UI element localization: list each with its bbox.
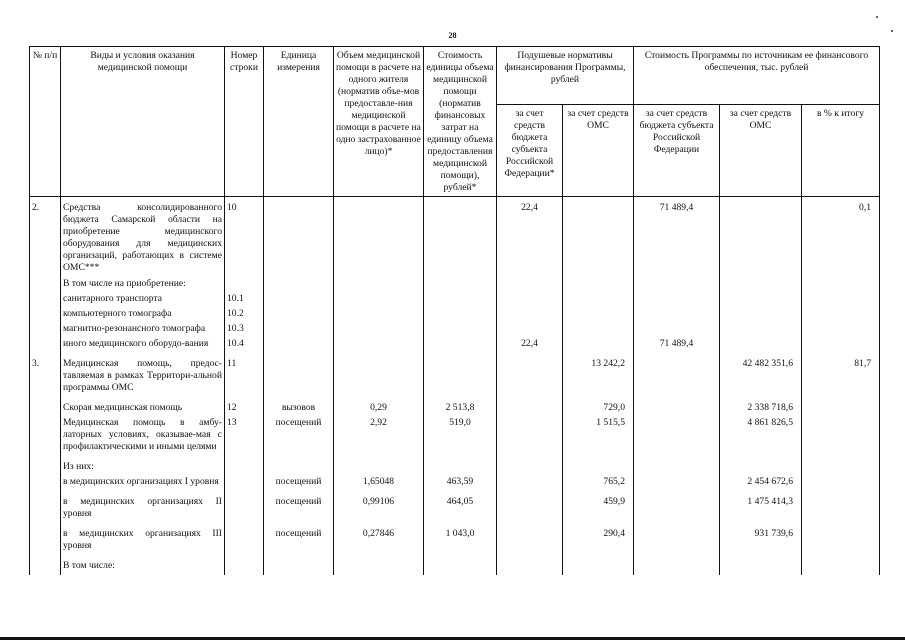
table-row	[30, 358, 880, 394]
scan-speck	[876, 16, 878, 18]
cell-desc: иного медицинского оборудо-вания	[61, 338, 225, 350]
cell-cost-budget: 71 489,4	[634, 338, 720, 350]
cell-cost-budget	[634, 461, 720, 473]
cell-num	[30, 278, 61, 290]
cell-cost-oms: 2 338 718,6	[720, 402, 802, 414]
header-unit: Единица измерения	[264, 47, 334, 197]
cell-cost	[424, 560, 497, 572]
cell-cost	[424, 461, 497, 473]
cell-cost	[424, 323, 497, 335]
cell-norm-budget	[497, 528, 563, 552]
header-type: Виды и условия оказания медицинской помощи	[61, 47, 225, 197]
table-row	[30, 323, 880, 335]
cell-norm-oms: 765,2	[563, 476, 634, 488]
cell-unit: посещений	[264, 417, 334, 453]
cell-desc: в медицинских организациях II уровня	[61, 496, 225, 520]
cell-desc: Медицинская помощь в амбу-латорных условиях, оказывае-мая с профилактическими и иными целями	[61, 417, 225, 453]
cell-desc: Из них:	[61, 461, 225, 473]
cell-num: 2.	[30, 202, 61, 274]
cell-norm-oms	[563, 323, 634, 335]
cell-norm-budget: 22,4	[497, 338, 563, 350]
cell-line: 13	[225, 417, 264, 453]
cell-norm-budget: 22,4	[497, 202, 563, 274]
cell-num	[30, 293, 61, 305]
table-row	[30, 338, 880, 350]
cell-num	[30, 461, 61, 473]
cell-volume: 2,92	[334, 417, 424, 453]
cell-cost-oms	[720, 461, 802, 473]
cell-line	[225, 560, 264, 572]
table-row	[30, 308, 880, 320]
cell-num	[30, 308, 61, 320]
cell-norm-oms	[563, 461, 634, 473]
cell-line	[225, 476, 264, 488]
cell-num: 3.	[30, 358, 61, 394]
table-row	[30, 278, 880, 290]
cell-norm-budget	[497, 476, 563, 488]
cell-num	[30, 496, 61, 520]
cell-volume	[334, 358, 424, 394]
cell-norm-oms: 1 515,5	[563, 417, 634, 453]
cell-pct	[802, 323, 880, 335]
cell-cost-budget	[634, 402, 720, 414]
cell-volume	[334, 560, 424, 572]
cell-unit: посещений	[264, 496, 334, 520]
cell-cost-budget	[634, 278, 720, 290]
cell-cost: 463,59	[424, 476, 497, 488]
cell-pct	[802, 278, 880, 290]
cell-norm-budget	[497, 323, 563, 335]
cell-norm-oms	[563, 560, 634, 572]
cell-cost-oms: 1 475 414,3	[720, 496, 802, 520]
cell-num	[30, 476, 61, 488]
header-norm-budget: за счет средств бюджета субъекта Российской Федерации*	[497, 105, 563, 197]
cell-cost-oms: 42 482 351,6	[720, 358, 802, 394]
cell-line	[225, 461, 264, 473]
cell-pct	[802, 528, 880, 552]
cell-volume	[334, 461, 424, 473]
cell-num	[30, 323, 61, 335]
cell-desc: в медицинских организациях III уровня	[61, 528, 225, 552]
cell-unit	[264, 278, 334, 290]
cell-line	[225, 528, 264, 552]
cell-line: 10	[225, 202, 264, 274]
cell-desc: Средства консолидированного бюджета Самарской области на приобретение медицинского оборудования для медицинских организаций, работающих в системе ОМС***	[61, 202, 225, 274]
cell-unit: вызовов	[264, 402, 334, 414]
cell-desc: в медицинских организациях I уровня	[61, 476, 225, 488]
cell-volume	[334, 338, 424, 350]
cell-cost-budget	[634, 560, 720, 572]
scan-speck	[891, 30, 893, 32]
cell-cost-budget	[634, 496, 720, 520]
cell-cost-oms	[720, 323, 802, 335]
cell-cost-oms	[720, 293, 802, 305]
cell-unit	[264, 338, 334, 350]
cell-unit	[264, 323, 334, 335]
cell-volume	[334, 202, 424, 274]
cell-norm-budget	[497, 293, 563, 305]
cell-cost-oms	[720, 560, 802, 572]
cell-unit: посещений	[264, 528, 334, 552]
cell-cost-budget: 71 489,4	[634, 202, 720, 274]
cell-norm-oms: 459,9	[563, 496, 634, 520]
table-row	[30, 402, 880, 414]
cell-cost-oms: 4 861 826,5	[720, 417, 802, 453]
cell-cost	[424, 278, 497, 290]
cell-cost	[424, 358, 497, 394]
cell-pct	[802, 308, 880, 320]
cell-num	[30, 528, 61, 552]
cell-line: 10.3	[225, 323, 264, 335]
header-volume: Объем медицинской помощи в расчете на одного жителя (норматив объе-мов предоставле-ния медицинской помощи в расчете на одно застрахованное лицо)*	[334, 47, 424, 197]
cell-num	[30, 560, 61, 572]
table-row	[30, 293, 880, 305]
cell-pct	[802, 496, 880, 520]
cell-norm-budget	[497, 358, 563, 394]
cell-norm-budget	[497, 461, 563, 473]
cell-desc: Скорая медицинская помощь	[61, 402, 225, 414]
table-row	[30, 461, 880, 473]
cell-cost-oms: 931 739,6	[720, 528, 802, 552]
header-cost-budget: за счет средств бюджета субъекта Российской Федерации	[634, 105, 720, 197]
header-norm-oms: за счет средств ОМС	[563, 105, 634, 197]
cell-volume	[334, 293, 424, 305]
cell-volume: 0,29	[334, 402, 424, 414]
cell-desc: В том числе:	[61, 560, 225, 572]
cell-line: 10.2	[225, 308, 264, 320]
header-cost-group: Стоимость Программы по источникам ее финансового обеспечения, тыс. рублей	[634, 47, 880, 105]
header-line: Номер строки	[225, 47, 264, 197]
cell-cost-oms	[720, 202, 802, 274]
cell-pct	[802, 461, 880, 473]
cell-cost-budget	[634, 528, 720, 552]
cell-norm-budget	[497, 278, 563, 290]
cell-cost-oms	[720, 338, 802, 350]
cell-cost-budget	[634, 417, 720, 453]
cell-cost-oms	[720, 308, 802, 320]
cell-cost-budget	[634, 308, 720, 320]
cell-volume	[334, 278, 424, 290]
cell-cost: 1 043,0	[424, 528, 497, 552]
program-cost-table	[29, 46, 880, 575]
table-row	[30, 496, 880, 520]
cell-volume	[334, 308, 424, 320]
cell-norm-oms	[563, 308, 634, 320]
cell-desc: компьютерного томографа	[61, 308, 225, 320]
cell-norm-budget	[497, 402, 563, 414]
cell-desc: Медицинская помощь, предос-тавляемая в рамках Территори-альной программы ОМС	[61, 358, 225, 394]
cell-cost: 2 513,8	[424, 402, 497, 414]
cell-cost-budget	[634, 293, 720, 305]
cell-norm-budget	[497, 308, 563, 320]
cell-line: 12	[225, 402, 264, 414]
cell-volume	[334, 323, 424, 335]
page-number: 28	[448, 31, 457, 40]
cell-pct: 0,1	[802, 202, 880, 274]
cell-cost	[424, 338, 497, 350]
cell-unit	[264, 293, 334, 305]
table-row	[30, 528, 880, 552]
cell-norm-oms	[563, 202, 634, 274]
header-cost: Стоимость единицы объема медицинской помощи (норматив финансовых затрат на единицу объема предоставления медицинской помощи), рублей*	[424, 47, 497, 197]
cell-volume: 1,65048	[334, 476, 424, 488]
cell-pct	[802, 402, 880, 414]
header-norm-group: Подушевые нормативы финансирования Программы, рублей	[497, 47, 634, 105]
cell-pct	[802, 293, 880, 305]
header-num: № п/п	[30, 47, 61, 197]
cell-desc: В том числе на приобретение:	[61, 278, 225, 290]
cell-line	[225, 496, 264, 520]
cell-cost: 519,0	[424, 417, 497, 453]
cell-cost-budget	[634, 476, 720, 488]
cell-norm-oms: 13 242,2	[563, 358, 634, 394]
cell-num	[30, 402, 61, 414]
cell-volume: 0,27846	[334, 528, 424, 552]
cell-unit	[264, 202, 334, 274]
cell-cost-oms: 2 454 672,6	[720, 476, 802, 488]
table-row	[30, 417, 880, 453]
cell-pct	[802, 560, 880, 572]
cell-line: 10.1	[225, 293, 264, 305]
cell-norm-budget	[497, 560, 563, 572]
cell-cost	[424, 308, 497, 320]
table-row	[30, 202, 880, 274]
cell-pct	[802, 476, 880, 488]
cell-norm-budget	[497, 496, 563, 520]
header-cost-oms: за счет средств ОМС	[720, 105, 802, 197]
cell-unit	[264, 308, 334, 320]
cell-cost: 464,05	[424, 496, 497, 520]
cell-norm-oms	[563, 338, 634, 350]
cell-cost-oms	[720, 278, 802, 290]
cell-volume: 0,99106	[334, 496, 424, 520]
cell-cost-budget	[634, 323, 720, 335]
cell-pct	[802, 338, 880, 350]
cell-norm-oms: 729,0	[563, 402, 634, 414]
cell-num	[30, 417, 61, 453]
cell-line: 11	[225, 358, 264, 394]
cell-pct	[802, 417, 880, 453]
cell-norm-budget	[497, 417, 563, 453]
cell-desc: санитарного транспорта	[61, 293, 225, 305]
cell-cost	[424, 202, 497, 274]
cell-unit	[264, 461, 334, 473]
cell-cost	[424, 293, 497, 305]
cell-pct: 81,7	[802, 358, 880, 394]
cell-line	[225, 278, 264, 290]
table-row	[30, 476, 880, 488]
cell-norm-oms	[563, 278, 634, 290]
table-row	[30, 560, 880, 572]
cell-norm-oms	[563, 293, 634, 305]
cell-unit: посещений	[264, 476, 334, 488]
cell-num	[30, 338, 61, 350]
cell-unit	[264, 358, 334, 394]
cell-unit	[264, 560, 334, 572]
header-cost-pct: в % к итогу	[802, 105, 880, 197]
cell-desc: магнитно-резонансного томографа	[61, 323, 225, 335]
cell-cost-budget	[634, 358, 720, 394]
cell-norm-oms: 290,4	[563, 528, 634, 552]
cell-line: 10.4	[225, 338, 264, 350]
